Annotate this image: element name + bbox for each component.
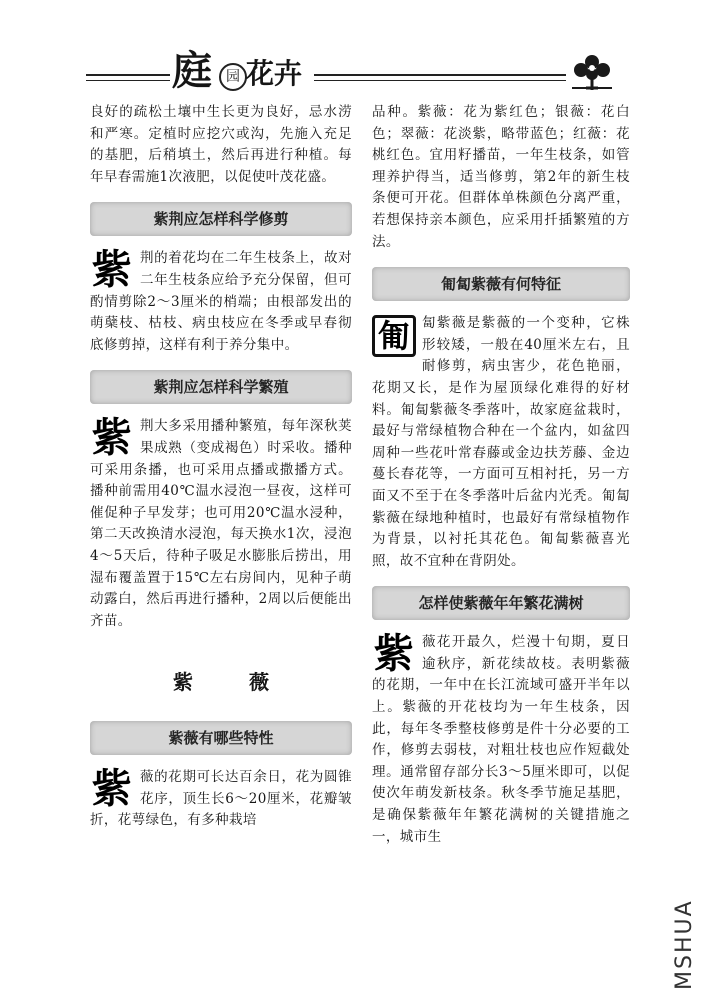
dropcap: 紫 <box>91 246 133 294</box>
page-header <box>86 48 626 98</box>
header-rule-right-thin <box>314 80 566 81</box>
header-rule-left-thin <box>86 80 170 81</box>
header-title-circled: 园 <box>219 63 247 91</box>
section-blooming-body <box>372 632 630 848</box>
section-heading-pruning: 紫荆应怎样科学修剪 <box>90 202 352 236</box>
dropcap: 紫 <box>91 765 133 813</box>
left-intro-text: 良好的疏松土壤中生长更为良好，忌水涝和严寒。定植时应挖穴或沟，先施入充足的基肥，后稍填土，然后再进行种植。每年早春需施1次液肥，以促使叶茂花盛。 <box>90 104 352 185</box>
header-rule-right <box>314 74 566 76</box>
dropcap: 紫 <box>91 414 133 462</box>
header-rule-left <box>86 74 170 76</box>
left-column <box>90 102 352 832</box>
section-characteristics-text: 薇的花期可长达百余日，花为圆锥花序，顶生长6～20厘米，花瓣皱折，花萼绿色，有多种栽培 <box>90 769 352 829</box>
flower-logo-icon <box>570 52 614 92</box>
header-title-main: 庭 <box>172 47 212 94</box>
right-intro-text: 品种。紫薇：花为紫红色；银薇：花白色；翠薇：花淡紫，略带蓝色；红薇：花桃红色。宜用籽播苗，一年生枝条，如管理养护得当，适当修剪，第2年的新生枝条便可开花。但群体单株颜色分离严重，若想保持亲本颜色，应采用扦插繁殖的方法。 <box>372 104 630 250</box>
section-heading-characteristics: 紫薇有哪些特性 <box>90 721 352 755</box>
dropcap: 紫 <box>373 630 415 678</box>
header-title-rest: 花卉 <box>246 57 303 90</box>
watermark: MSHUA <box>672 899 697 990</box>
section-blooming-text: 薇花开最久，烂漫十旬期，夏日逾秋序，新花续故枝。表明紫薇的花期，一年中在长江流域可盛开半年以上。紫薇的开花枝均为一年生枝条，因此，每年冬季整枝修剪是件十分必要的工作，修剪去弱枝，对粗壮枝也应作短截处理。通常留存部分长3～5厘米即可，以促使次年萌发新枝条。秋冬季节施足基肥，是确保紫薇年年繁花满树的关键措施之一，城市生 <box>372 634 630 845</box>
section-heading-propagation: 紫荆应怎样科学繁殖 <box>90 370 352 404</box>
section-creeping-body <box>372 313 630 572</box>
section-pruning-text: 荆的着花均在二年生枝条上，故对二年生枝条应给予充分保留，但可酌情剪除2～3厘米的梢端；由根部发出的萌蘖枝、枯枝、病虫枝应在冬季或早春彻底修剪掉，这样有利于养分集中。 <box>90 250 352 353</box>
section-pruning-body <box>90 248 352 356</box>
section-characteristics-body <box>90 767 352 832</box>
section-propagation-text: 荆大多采用播种繁殖，每年深秋荚果成熟（变成褐色）时采收。播种可采用条播，也可采用点播或撒播方式。播种前需用40℃温水浸泡一昼夜，这样可催促种子早发芽；也可用20℃温水浸种，第二天改换清水浸泡，每天换水1次，浸泡4～5天后，待种子吸足水膨胀后捞出，用湿布覆盖置于15℃左右房间内，见种子萌动露白，然后再进行播种，2周以后便能出齐苗。 <box>90 418 352 629</box>
section-propagation-body <box>90 416 352 632</box>
section-creeping-text: 匐紫薇是紫薇的一个变种，它株形较矮，一般在40厘米左右，且耐修剪，病虫害少，花色艳丽，花期又长，是作为屋顶绿化难得的好材料。匍匐紫薇冬季落叶，故家庭盆栽时，最好与常绿植物合种在一个盆内，如盆四周种一些花叶常春藤或金边扶芳藤、金边蔓长春花等，一方面可互相衬托，另一方面又不至于在冬季落叶后盆内光秃。匍匐紫薇在绿地种植时，也最好有常绿植物作为背景，以衬托其花色。匍匐紫薇喜光照，故不宜种在背阴处。 <box>372 315 630 569</box>
chapter-title: 紫薇 <box>173 670 325 695</box>
right-column <box>372 102 630 848</box>
section-heading-blooming: 怎样使紫薇年年繁花满树 <box>372 586 630 620</box>
dropcap: 匍 <box>372 315 416 357</box>
section-heading-creeping: 匍匐紫薇有何特征 <box>372 267 630 301</box>
